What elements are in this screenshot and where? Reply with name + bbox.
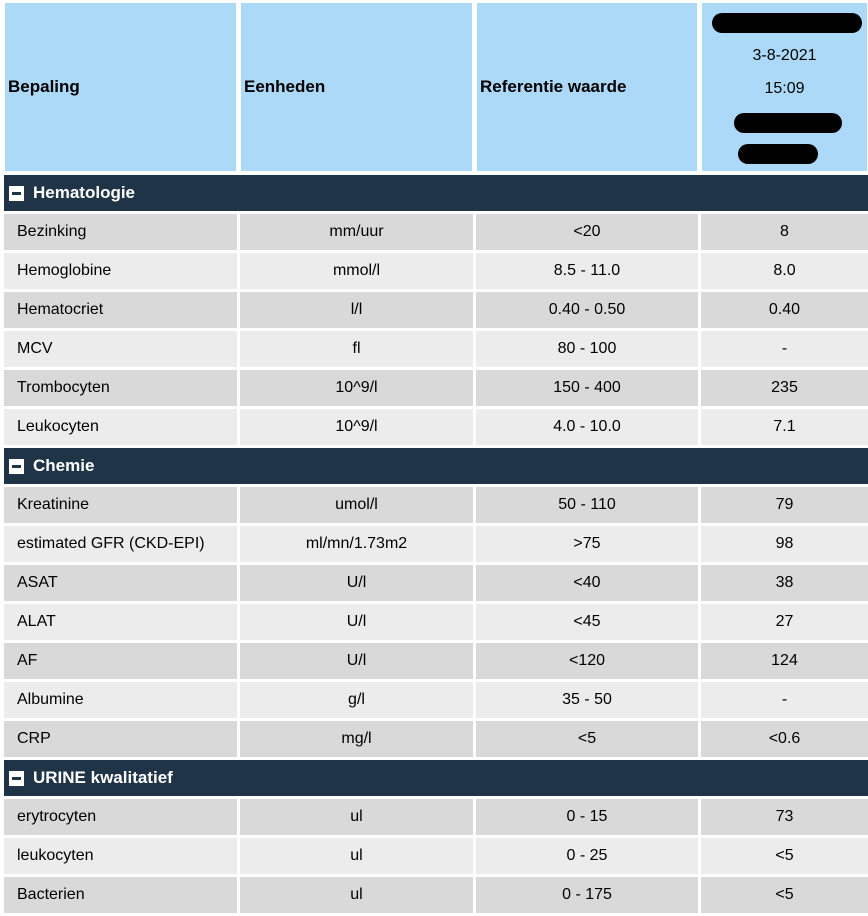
- value-cell: 98: [701, 526, 868, 562]
- reference-cell: 50 - 110: [476, 487, 698, 523]
- value-cell: <5: [701, 838, 868, 874]
- table-header: [4, 2, 868, 172]
- table-row: [4, 214, 868, 250]
- unit-cell: fl: [240, 331, 473, 367]
- reference-cell: 0 - 175: [476, 877, 698, 913]
- table-row: [4, 253, 868, 289]
- sample-time: 15:09: [764, 80, 805, 97]
- lab-results-table: [4, 2, 868, 916]
- section-header[interactable]: [4, 760, 868, 796]
- header-eenheden: Eenheden: [240, 2, 473, 172]
- unit-cell: mm/uur: [240, 214, 473, 250]
- table-row: [4, 838, 868, 874]
- table-row: [4, 292, 868, 328]
- test-name: Trombocyten: [4, 370, 237, 406]
- reference-cell: 0.40 - 0.50: [476, 292, 698, 328]
- unit-cell: 10^9/l: [240, 409, 473, 445]
- redaction-bar: [734, 113, 842, 133]
- reference-cell: 4.0 - 10.0: [476, 409, 698, 445]
- value-cell: 124: [701, 643, 868, 679]
- reference-cell: 0 - 15: [476, 799, 698, 835]
- value-cell: 0.40: [701, 292, 868, 328]
- unit-cell: umol/l: [240, 487, 473, 523]
- header-bepaling: Bepaling: [4, 2, 237, 172]
- test-name: Albumine: [4, 682, 237, 718]
- table-row: [4, 565, 868, 601]
- unit-cell: U/l: [240, 604, 473, 640]
- table-row: [4, 370, 868, 406]
- section-header[interactable]: [4, 175, 868, 211]
- collapse-icon[interactable]: [9, 459, 24, 474]
- unit-cell: U/l: [240, 565, 473, 601]
- test-name: Leukocyten: [4, 409, 237, 445]
- test-name: Bezinking: [4, 214, 237, 250]
- reference-cell: 80 - 100: [476, 331, 698, 367]
- collapse-icon[interactable]: [9, 186, 24, 201]
- unit-cell: ul: [240, 838, 473, 874]
- test-name: MCV: [4, 331, 237, 367]
- test-name: leukocyten: [4, 838, 237, 874]
- reference-cell: 0 - 25: [476, 838, 698, 874]
- test-name: CRP: [4, 721, 237, 757]
- test-name: ASAT: [4, 565, 237, 601]
- table-row: [4, 487, 868, 523]
- value-cell: -: [701, 682, 868, 718]
- section-header[interactable]: [4, 448, 868, 484]
- value-cell: <5: [701, 877, 868, 913]
- test-name: erytrocyten: [4, 799, 237, 835]
- sample-date: 3-8-2021: [752, 47, 817, 64]
- reference-cell: 150 - 400: [476, 370, 698, 406]
- value-cell: 73: [701, 799, 868, 835]
- value-cell: 7.1: [701, 409, 868, 445]
- reference-cell: <5: [476, 721, 698, 757]
- value-cell: 8.0: [701, 253, 868, 289]
- header-referentie: Referentie waarde: [476, 2, 698, 172]
- test-name: ALAT: [4, 604, 237, 640]
- value-cell: 79: [701, 487, 868, 523]
- section-title: Hematologie: [33, 183, 136, 202]
- table-row: [4, 682, 868, 718]
- value-cell: 8: [701, 214, 868, 250]
- test-name: estimated GFR (CKD-EPI): [4, 526, 237, 562]
- value-cell: 38: [701, 565, 868, 601]
- table-row: [4, 409, 868, 445]
- section-title: URINE kwalitatief: [33, 768, 173, 787]
- unit-cell: mmol/l: [240, 253, 473, 289]
- header-sample: [701, 2, 868, 172]
- redaction-bar: [712, 13, 862, 33]
- reference-cell: 35 - 50: [476, 682, 698, 718]
- test-name: Bacterien: [4, 877, 237, 913]
- unit-cell: U/l: [240, 643, 473, 679]
- unit-cell: 10^9/l: [240, 370, 473, 406]
- reference-cell: <45: [476, 604, 698, 640]
- unit-cell: g/l: [240, 682, 473, 718]
- unit-cell: ul: [240, 799, 473, 835]
- test-name: Hemoglobine: [4, 253, 237, 289]
- value-cell: 235: [701, 370, 868, 406]
- value-cell: 27: [701, 604, 868, 640]
- unit-cell: ul: [240, 877, 473, 913]
- section-title: Chemie: [33, 456, 95, 475]
- reference-cell: <120: [476, 643, 698, 679]
- table-row: [4, 721, 868, 757]
- reference-cell: <20: [476, 214, 698, 250]
- table-row: [4, 799, 868, 835]
- reference-cell: >75: [476, 526, 698, 562]
- test-name: Hematocriet: [4, 292, 237, 328]
- table-row: [4, 643, 868, 679]
- test-name: Kreatinine: [4, 487, 237, 523]
- reference-cell: 8.5 - 11.0: [476, 253, 698, 289]
- unit-cell: l/l: [240, 292, 473, 328]
- test-name: AF: [4, 643, 237, 679]
- value-cell: -: [701, 331, 868, 367]
- table-body: [4, 175, 868, 913]
- value-cell: <0.6: [701, 721, 868, 757]
- unit-cell: mg/l: [240, 721, 473, 757]
- redaction-bar: [738, 144, 818, 164]
- table-row: [4, 604, 868, 640]
- table-row: [4, 526, 868, 562]
- reference-cell: <40: [476, 565, 698, 601]
- collapse-icon[interactable]: [9, 771, 24, 786]
- unit-cell: ml/mn/1.73m2: [240, 526, 473, 562]
- table-row: [4, 331, 868, 367]
